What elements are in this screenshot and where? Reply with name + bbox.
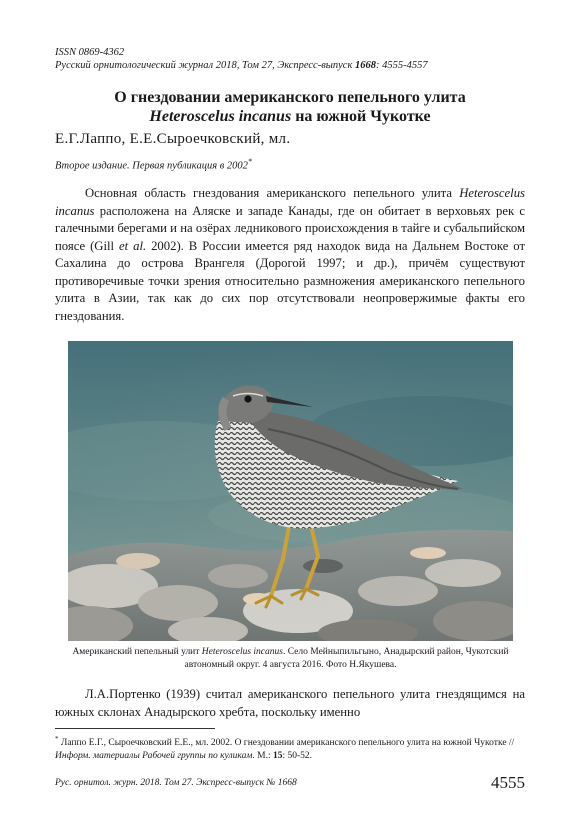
paragraph-intro: Основная область гнездования американского пепельного улита Heteroscelus incanus расположена на Аляске и западе Канады, где он обитает в верховьях рек с галечными берегами и на озёрах ледникового происхождения в тайге и субальпийском поясе (Gill et al. 2002). В России имеется ряд находок вида на Дальнем Востоке от Сахалина до острова Врангеля (Дорогой 1997; и др.), причём существуют противоречивые точки зрения относительно размножения американского пепельного улита в Азии, так как до сих пор отсутствовали неопровержимые факты его гнездования. (55, 186, 525, 323)
footnote-reference[interactable]: * (247, 157, 252, 166)
page-footer (55, 771, 525, 793)
paragraph-portenko: Л.А.Портенко (1939) считал американского пепельного улита гнездящимся на южных склонах Анадырского хребта, поскольку именно (55, 687, 525, 719)
wandering-tattler-photo (68, 341, 513, 641)
article-authors: Е.Г.Лаппо, Е.Е.Сыроечковский, мл. (55, 131, 291, 147)
footnote: * Лаппо Е.Г., Сыроечковский Е.Е., мл. 2002. О гнездовании американского пепельного улита на южной Чукотке // Информ. материалы Рабочей группы по куликам. М.: 15: 50-52. (55, 735, 515, 761)
title-species-name: Heteroscelus incanus (149, 108, 292, 125)
edition-note: Второе издание. Первая публикация в 2002* (55, 157, 252, 172)
bird-photo (68, 341, 513, 641)
footnote-divider (55, 728, 215, 729)
species-name: Heteroscelus incanus (55, 186, 525, 218)
photo-caption: Американский пепельный улит Heteroscelus incanus. Село Мейныпильгыно, Анадырский район, Чукотский автономный округ. 4 августа 2016. Фото Н.Якушева. (72, 647, 509, 670)
article-title: О гнездовании американского пепельного улита Heteroscelus incanus на южной Чукотке (114, 89, 466, 125)
page-number: 4555 (491, 773, 525, 792)
footer-journal: Рус. орнитол. журн. 2018. Том 27. Экспресс-выпуск № 1668 (55, 778, 297, 788)
journal-citation-line: Русский орнитологический журнал 2018, Том 27, Экспресс-выпуск 1668: 4555-4557 (55, 60, 428, 71)
issue-number: 1668 (355, 60, 376, 71)
journal-header (55, 46, 525, 72)
issn: ISSN 0869-4362 (55, 47, 125, 58)
